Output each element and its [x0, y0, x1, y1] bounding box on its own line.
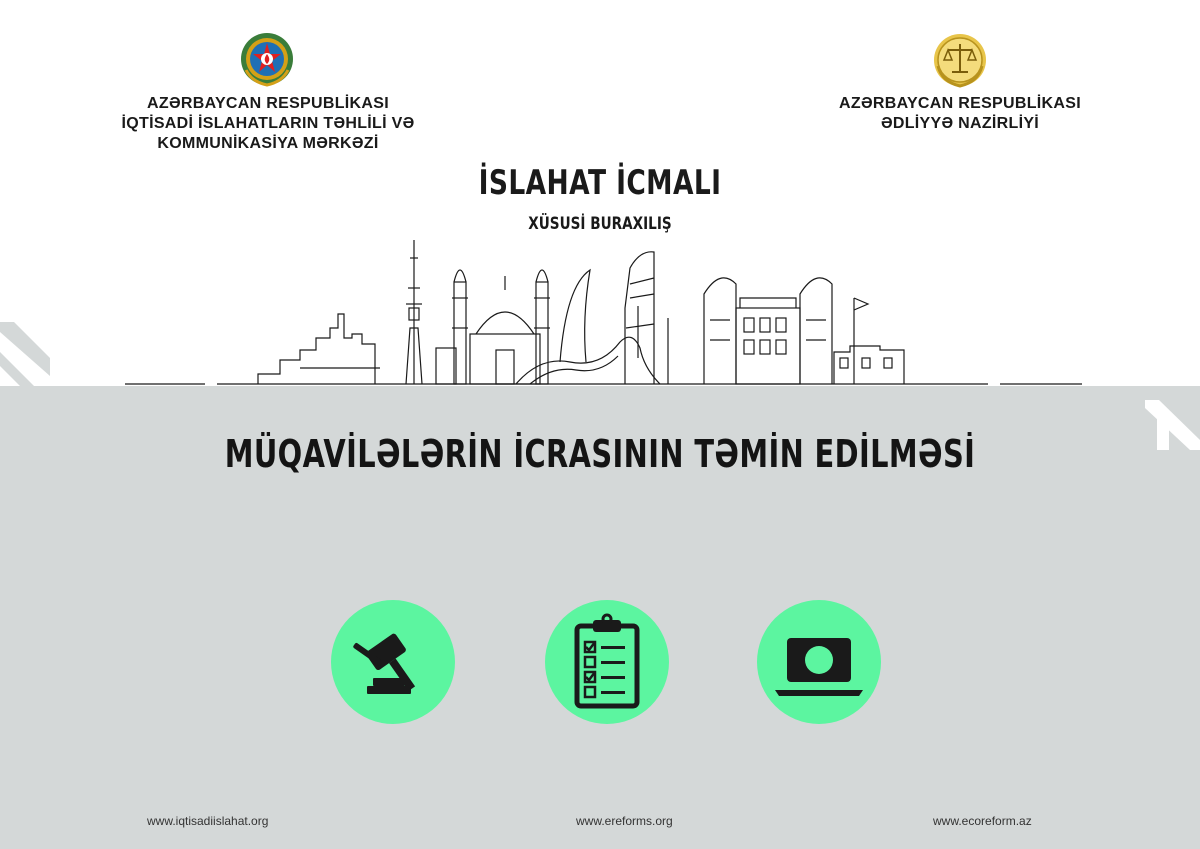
azerbaijan-state-emblem-icon: [238, 30, 296, 88]
org-right-line: ƏDLİYYƏ NAZİRLİYİ: [880, 115, 1040, 132]
org-name-right: [800, 94, 1120, 134]
report-title: İSLAHAT İCMALI: [478, 163, 722, 203]
org-left-line: AZƏRBAYCAN RESPUBLİKASI: [147, 95, 389, 112]
org-right-line: AZƏRBAYCAN RESPUBLİKASI: [839, 95, 1081, 112]
gavel-icon: [331, 600, 455, 724]
org-left-line: İQTİSADİ İSLAHATLARIN TƏHLİLİ VƏ: [121, 115, 415, 132]
report-subtitle: XÜSUSİ BURAXILIŞ: [528, 214, 672, 234]
org-name-left: [100, 94, 436, 154]
main-heading: MÜQAVİLƏLƏRİN İCRASININ TƏMİN EDİLMƏSİ: [224, 432, 976, 476]
footer-link-ecoreform[interactable]: www.ecoreform.az: [933, 814, 1032, 828]
corner-mark-right-icon: [1145, 400, 1200, 450]
baku-skyline-icon: [120, 238, 1090, 388]
clipboard-checklist-icon: [545, 600, 669, 724]
corner-mark-left-icon: [0, 322, 50, 392]
laptop-icon: [757, 600, 881, 724]
footer-link-iqtisadiislahat[interactable]: www.iqtisadiislahat.org: [147, 814, 269, 828]
footer-link-ereforms[interactable]: www.ereforms.org: [576, 814, 673, 828]
ministry-of-justice-emblem-icon: [930, 30, 990, 90]
org-left-line: KOMMUNİKASİYA MƏRKƏZİ: [157, 135, 379, 152]
